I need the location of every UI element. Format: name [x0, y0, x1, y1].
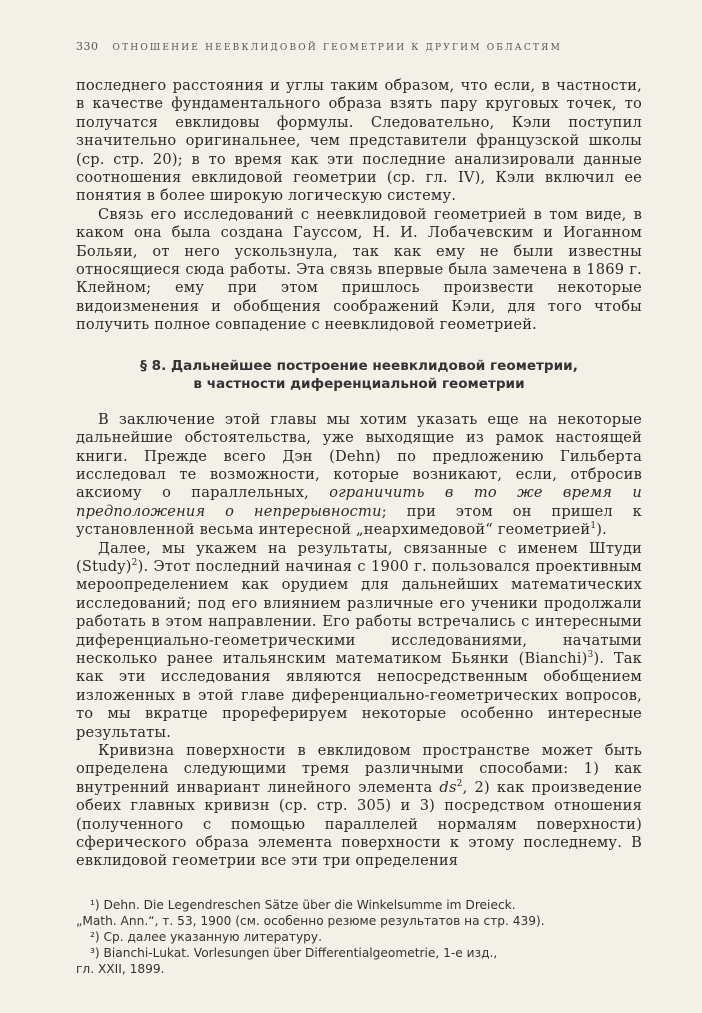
- section-title-line-2: в частности диференциальной геометрии: [193, 375, 525, 392]
- footnote-ref-2: 2: [131, 558, 138, 569]
- p5-ds: ds: [439, 778, 457, 796]
- p5-text-a: Кривизна поверхности в евклидовом пространстве может быть определена следующими тремя различными способами: 1) как внутренний инвариант линейного элемента: [76, 742, 642, 796]
- paragraph-2: Связь его исследований с неевклидовой геометрией в том виде, в каком она была создана Гауссом, Н. И. Лобачевским и Иоганном Больяи, от него ускользнула, так как ему не были известны относящиеся сюда работы. Эта связь впервые была замечена в 1869 г. Клейном; ему при этом пришлось произвести некоторые видоизменения и обобщения соображений Кэли, для того чтобы получить полное совпадение с неевклидовой геометрией.: [76, 205, 642, 334]
- footnote-3-line-2: гл. XXII, 1899.: [76, 962, 165, 976]
- p5-ds-exponent: 2: [456, 778, 463, 789]
- footnote-ref-3: 3: [587, 650, 594, 661]
- paragraph-5: [76, 742, 642, 871]
- p3-text-c: ).: [596, 521, 607, 539]
- p3-text-a: В заключение этой главы мы хотим указать еще на некоторые дальнейшие обстоятельства, уже выходящие из рамок настоящей книги. Прежде всего Дэн (Dehn) по предложению Гильберта исследовал те возможности, которые возникают, если, отбросив аксиому о параллельных,: [76, 410, 642, 502]
- p3-text-b: ; при этом он пришел к установленной весьма интересной „неархимедовой“ геометрией: [76, 502, 642, 539]
- p4-text-a: Далее, мы укажем на результаты, связанные с именем Штуди (Study): [76, 539, 642, 575]
- p4-text-b: ). Этот последний начиная с 1900 г. пользовался проективным мероопределением как орудием для дальнейших математических исследований; под его влиянием различные его ученики продолжали работать в этом направлении. Его работы встречались с интересными диференциально-геометрическими исследованиями, начатыми несколько ранее итальянским математиком Бьянки (Bianchi): [76, 557, 642, 667]
- footnote-ref-1: 1: [590, 521, 597, 532]
- p4-text-c: ). Так как эти исследования являются непосредственным обобщением изложенных в этой главе диференциально-геометрических вопросов, то мы вкратце прореферируем некоторые особенно интересные результаты.: [76, 649, 642, 741]
- paragraph-4: [76, 540, 642, 742]
- paragraph-3: [76, 411, 642, 540]
- p5-text-b: , 2) как произведение обеих главных кривизн (ср. стр. 305) и 3) посредством отношения (полученного с помощью параллелей нормалям поверхности) сферического образа элемента поверхности к этому последнему. В евклидовой геометрии все эти три определения: [76, 778, 642, 870]
- section-title-line-1: § 8. Дальнейшее построение неевклидовой геометрии,: [140, 357, 578, 374]
- footnote-1-line-1: ¹) Dehn. Die Legendreschen Sätze über die Winkelsumme im Dreieck.: [90, 898, 516, 912]
- page-number: 330: [76, 40, 99, 53]
- footnote-1-line-2: „Math. Ann.“, т. 53, 1900 (см. особенно резюме результатов на стр. 439).: [76, 914, 545, 928]
- running-head: [76, 40, 642, 53]
- footnotes: [76, 897, 642, 977]
- footnote-2: ²) Ср. далее указанную литературу.: [90, 930, 322, 944]
- footnote-3-line-1: ³) Bianchi-Lukat. Vorlesungen über Differentialgeometrie, 1-е изд.,: [90, 946, 498, 960]
- section-heading: [76, 357, 642, 393]
- running-title: ОТНОШЕНИЕ НЕЕВКЛИДОВОЙ ГЕОМЕТРИИ К ДРУГИМ ОБЛАСТЯМ: [112, 43, 562, 53]
- p3-emphasis: ограничить в то же время и предположения о непрерывности: [76, 484, 642, 520]
- paragraph-1: последнего расстояния и углы таким образом, что если, в частности, в качестве фундаментального образа взять пару круговых точек, то получатся евклидовы формулы. Следовательно, Кэли поступил значительно оригинальнее, чем представители французской школы (ср. стр. 20); в то время как эти последние анализировали данные соотношения евклидовой геометрии (ср. гл. IV), Кэли включил ее понятия в более широкую логическую систему.: [76, 77, 642, 205]
